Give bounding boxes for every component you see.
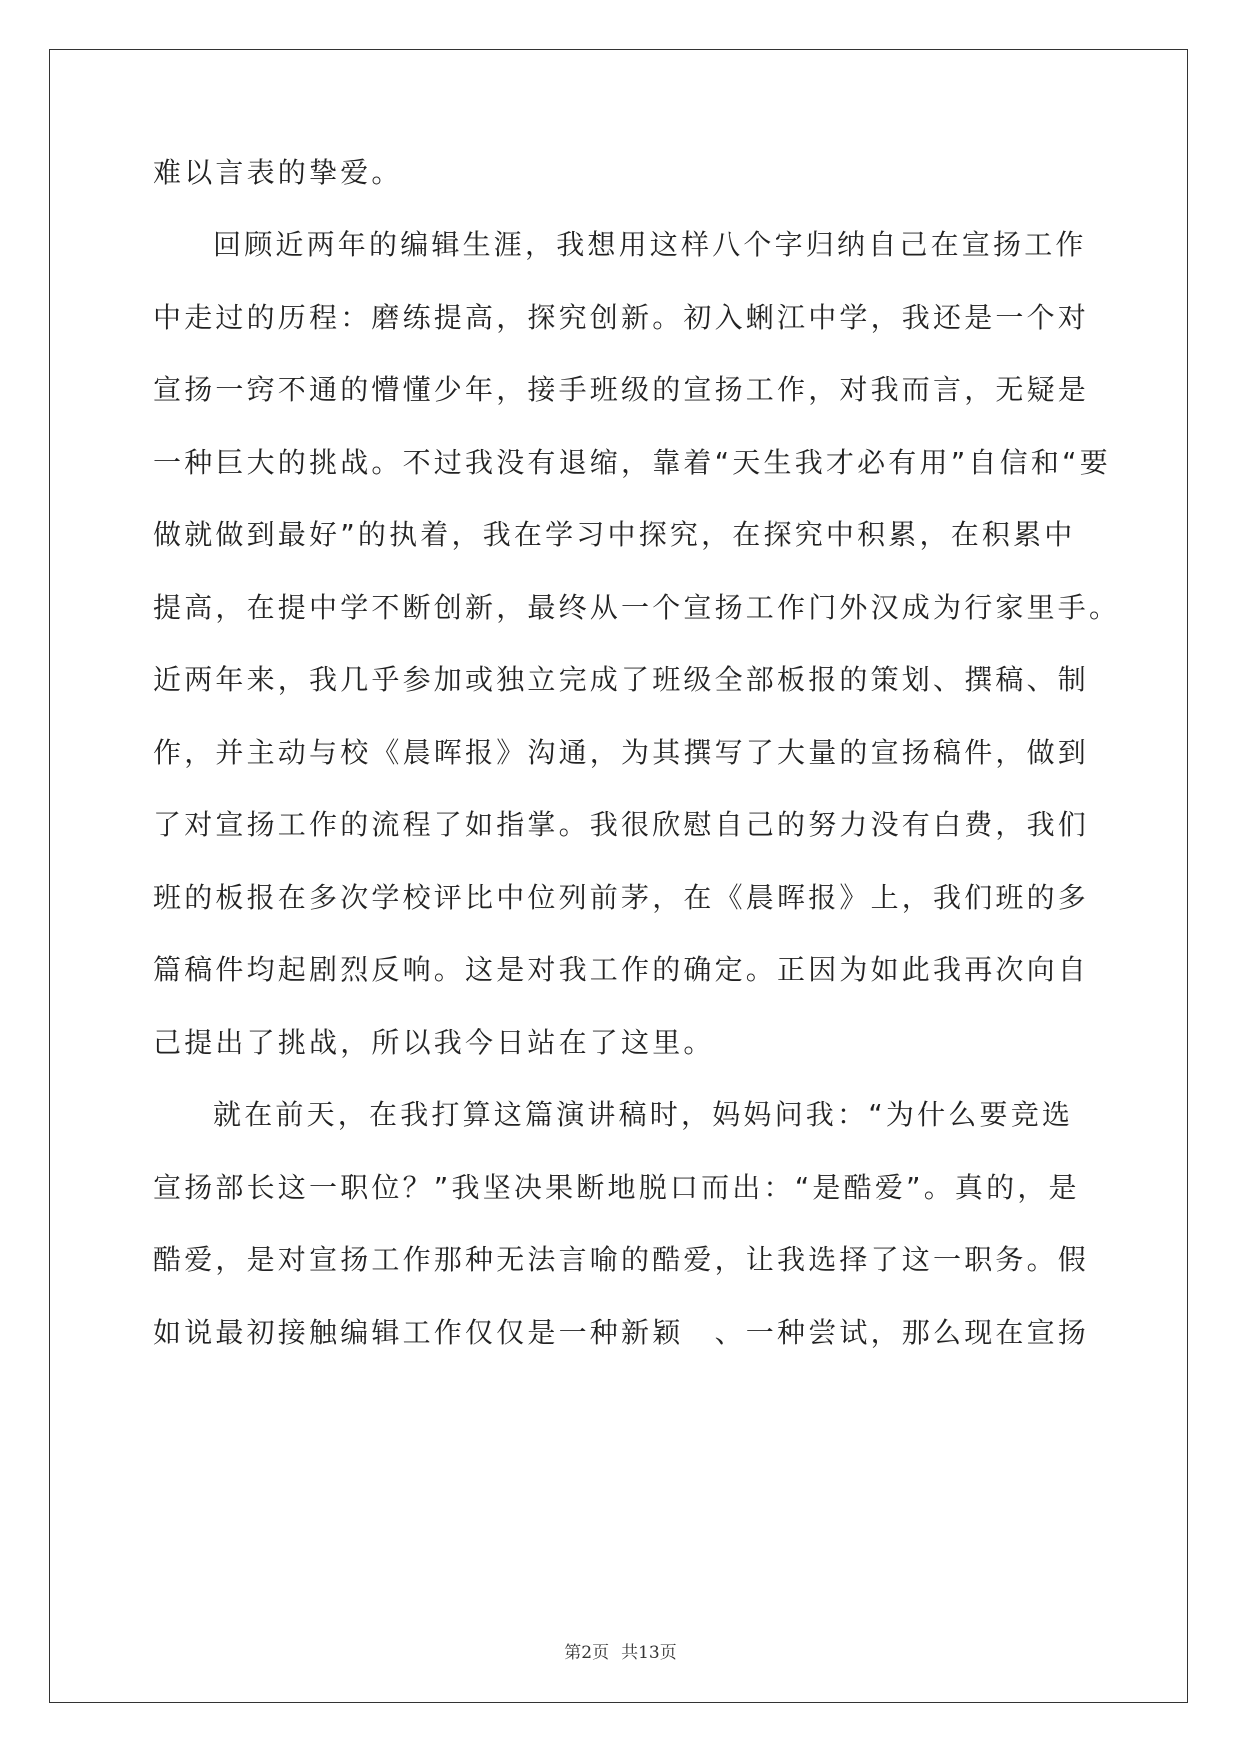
page-border: [49, 49, 1188, 1703]
text-line: 如说最初接触编辑工作仅仅是一种新颖 、一种尝试，那么现在宣扬: [153, 1316, 1090, 1349]
text-line: 提高，在提中学不断创新，最终从一个宣扬工作门外汉成为行家里手。: [153, 591, 1121, 624]
text-line: 篇稿件均起剧烈反响。这是对我工作的确定。正因为如此我再次向自: [153, 953, 1090, 986]
text-line: 宣扬一窍不通的懵懂少年，接手班级的宣扬工作，对我而言，无疑是: [153, 373, 1090, 406]
text-line: 宣扬部长这一职位？”我坚决果断地脱口而出：“是酷爱”。真的，是: [153, 1171, 1080, 1204]
page-total: 共13页: [621, 1643, 677, 1663]
text-line: 己提出了挑战，所以我今日站在了这里。: [153, 1026, 715, 1059]
text-line: 酷爱，是对宣扬工作那种无法言喻的酷爱，让我选择了这一职务。假: [153, 1243, 1090, 1276]
paragraph-first-line: 就在前天，在我打算这篇演讲稿时，妈妈问我：“为什么要竞选: [213, 1098, 1074, 1131]
text-line: 作，并主动与校《晨晖报》沟通，为其撰写了大量的宣扬稿件，做到: [153, 736, 1090, 769]
text-line: 近两年来，我几乎参加或独立完成了班级全部板报的策划、撰稿、制: [153, 663, 1090, 696]
text-line: 了对宣扬工作的流程了如指掌。我很欣慰自己的努力没有白费，我们: [153, 808, 1090, 841]
text-line: 中走过的历程：磨练提高，探究创新。初入蜊江中学，我还是一个对: [153, 301, 1090, 334]
page-footer: [0, 1638, 1241, 1663]
text-line: 难以言表的挚爱。: [153, 156, 403, 189]
page-number: 第2页: [564, 1643, 610, 1663]
text-line: 班的板报在多次学校评比中位列前茅，在《晨晖报》上，我们班的多: [153, 881, 1090, 914]
paragraph-first-line: 回顾近两年的编辑生涯，我想用这样八个字归纳自己在宣扬工作: [213, 228, 1087, 261]
text-line: 做就做到最好”的执着，我在学习中探究，在探究中积累，在积累中: [153, 518, 1076, 551]
text-line: 一种巨大的挑战。不过我没有退缩，靠着“天生我才必有用”自信和“要: [153, 446, 1111, 479]
